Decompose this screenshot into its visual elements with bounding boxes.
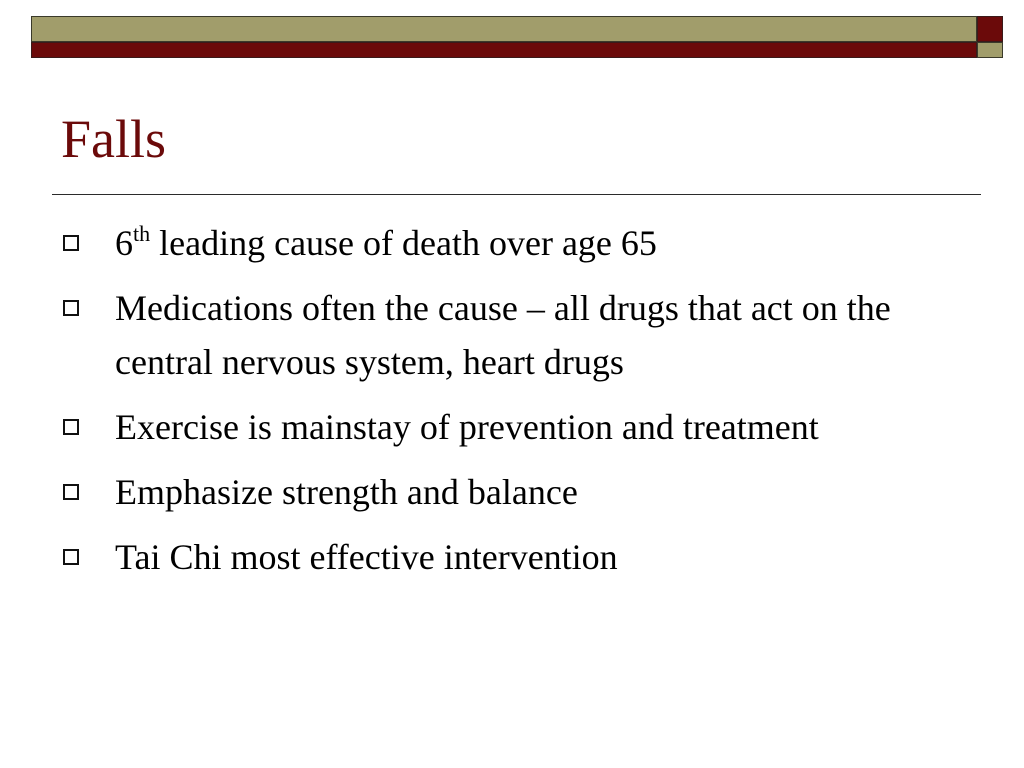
bullet-item: [62, 530, 992, 584]
bullet-list: [62, 216, 992, 595]
bullet-text: Medications often the cause – all drugs that act on the central nervous system, heart drugs: [115, 288, 891, 382]
header-bar-olive: [31, 16, 977, 42]
hollow-square-icon: [63, 419, 79, 435]
bullet-text: [115, 223, 657, 263]
slide-title: Falls: [61, 109, 167, 169]
hollow-square-icon: [63, 484, 79, 500]
hollow-square-icon: [63, 549, 79, 565]
hollow-square-icon: [63, 300, 79, 316]
hollow-square-icon: [63, 235, 79, 251]
bullet-item: [62, 400, 992, 454]
bullet-text-rest: leading cause of death over age 65: [150, 223, 657, 263]
bullet-text-number: 6: [115, 223, 133, 263]
bullet-item: [62, 281, 992, 389]
bullet-text: Emphasize strength and balance: [115, 472, 578, 512]
title-divider: [52, 194, 981, 195]
header-square-olive: [977, 42, 1003, 58]
bullet-text-superscript: th: [133, 221, 151, 246]
bullet-item: [62, 216, 992, 270]
bullet-text: Exercise is mainstay of prevention and treatment: [115, 407, 819, 447]
header-square-maroon: [977, 16, 1003, 42]
bullet-item: [62, 465, 992, 519]
header-bar-maroon: [31, 42, 977, 58]
bullet-text: Tai Chi most effective intervention: [115, 537, 618, 577]
